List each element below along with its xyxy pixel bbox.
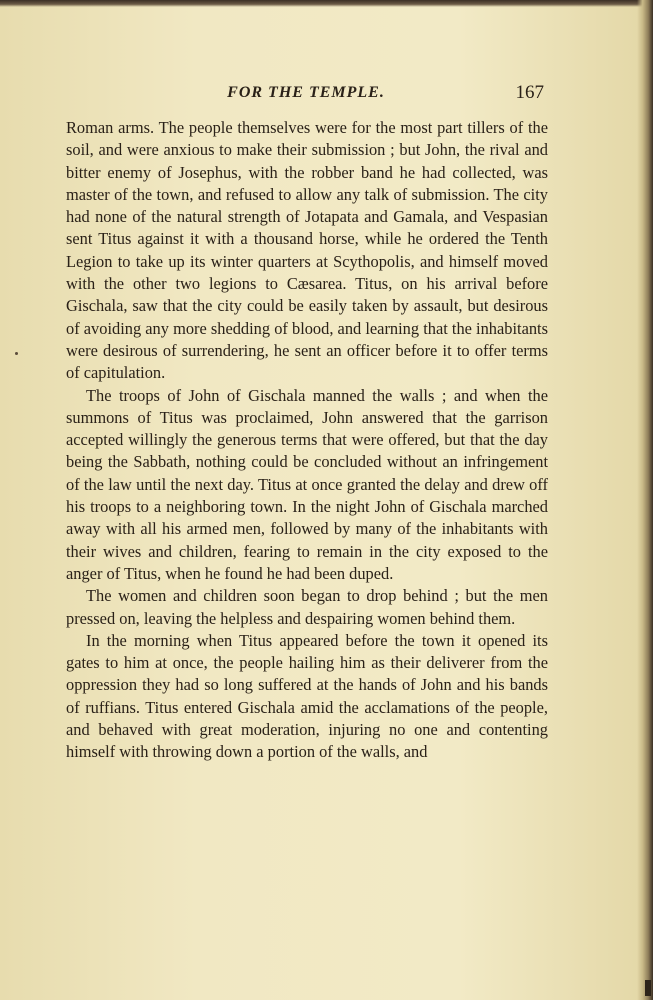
page-right-edge — [637, 0, 653, 1000]
paragraph-2: The troops of John of Gischala manned the walls ; and when the summons of Titus was proclaimed, John answered that the garrison accepted willingly the generous terms that were offered, but that the day being the Sabbath, nothing could be concluded without an infringement of the law until the next day. Titus at once granted the delay and drew off his troops to a neighboring town. In the night John of Gischala marched away with all his armed men, followed by many of the inhabitants with their wives and children, fearing to remain in the city exposed to the anger of Titus, when he found he had been duped. — [66, 385, 548, 583]
corner-mark — [645, 980, 651, 996]
page-top-edge — [0, 0, 653, 7]
running-head: FOR THE TEMPLE. — [227, 84, 385, 101]
paragraph-3: The women and children soon began to drop behind ; but the men pressed on, leaving the helpless and despairing women behind them. — [66, 586, 548, 628]
body-text — [66, 117, 548, 764]
margin-speck — [15, 352, 18, 355]
paragraph-1: Roman arms. The people themselves were for the most part tillers of the soil, and were anxious to make their submission ; but John, the rival and bitter enemy of Josephus, with the robber band he had collected, was master of the town, and refused to allow any talk of submission. The city had none of the natural strength of Jotapata and Gamala, and Vespasian sent Titus against it with a thousand horse, while he ordered the Tenth Legion to take up its winter quarters at Scythopolis, and himself moved with the other two legions to Cæsarea. Titus, on his arrival before Gischala, saw that the city could be easily taken by assault, but desirous of avoiding any more shedding of blood, and learning that the inhabitants were desirous of surrendering, he sent an officer before it to offer terms of capitulation. — [66, 118, 548, 383]
paragraph-4: In the morning when Titus appeared before the town it opened its gates to him at once, the people hailing him as their deliverer from the oppression they had so long suffered at the hands of John and his bands of ruffians. Titus entered Gischala amid the acclamations of the people, and behaved with great moderation, injuring no one and contenting himself with throwing down a portion of the walls, and — [66, 630, 548, 762]
page-number: 167 — [515, 82, 544, 103]
page-header — [66, 82, 546, 108]
